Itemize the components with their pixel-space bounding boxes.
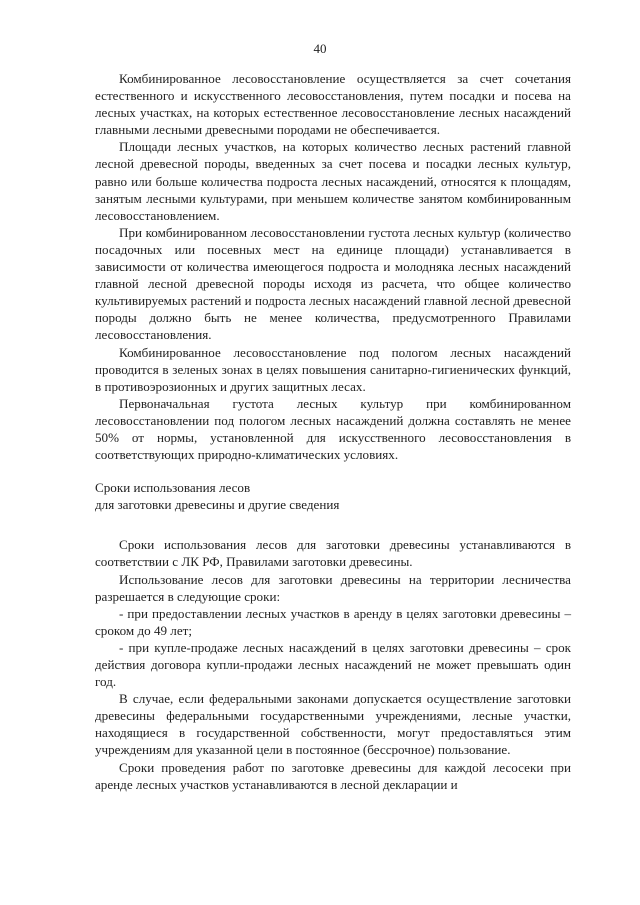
paragraph-federal-institutions: В случае, если федеральными законами допускается осуществление заготовки древесины федеральными государственными учреждениями, лесные участки, находящиеся в государственной собственности, могут предоставляться этим учреждениям для указанной цели в постоянное (бессрочное) пользование. — [95, 691, 571, 758]
paragraph-canopy-reforestation: Комбинированное лесовосстановление под пологом лесных насаждений проводится в зеленых зонах в целях повышения санитарно-гигиенических функций, в противоэрозионных и других защитных лесах. — [95, 344, 571, 394]
paragraph-initial-density: Первоначальная густота лесных культур при комбинированном лесовосстановлении под пологом лесных насаждений должна составлять не менее 50% от нормы, установленной для искусственного лесовосстановления в соответствующих природно-климатических условиях. — [95, 395, 571, 463]
paragraph-work-schedule: Сроки проведения работ по заготовке древесины для каждой лесосеки при аренде лесных участков устанавливаются в лесной декларации и — [95, 759, 571, 792]
section-heading — [95, 479, 571, 513]
paragraph-combined-reforestation: Комбинированное лесовосстановление осуществляется за счет сочетания естественного и искусственного лесовосстановления, путем посадки и посева на лесных участках, на которых естественное лесовосстановление лесных насаждений главными лесными древесными породами не обеспечивается. — [95, 71, 571, 138]
paragraph-culture-density: При комбинированном лесовосстановлении густота лесных культур (количество посадочных или посевных мест на единице площади) устанавливается в зависимости от количества имеющегося подроста и молодняка лесных насаждений главной лесной древесной породы исходя из расчета, что общее количество культивируемых растений и подроста лесных насаждений главной лесной древесной породы должно быть не менее количества, предусмотренного Правилами лесовосстановления. — [95, 224, 571, 343]
page-number: 40 — [313, 41, 327, 56]
paragraph-usage-permitted: Использование лесов для заготовки древесины на территории лесничества разрешается в следующие сроки: — [95, 571, 571, 604]
list-item-sale-term: - при купле-продаже лесных насаждений в целях заготовки древесины – срок действия договора купли-продажи лесных насаждений не может превышать один год. — [95, 639, 571, 690]
document-body — [95, 70, 571, 793]
section-heading-line-1: Сроки использования лесов — [95, 480, 251, 496]
list-item-lease-term: - при предоставлении лесных участков в аренду в целях заготовки древесины – сроком до 49 лет; — [95, 605, 571, 638]
paragraph-forest-culture-areas: Площади лесных участков, на которых количество лесных растений главной лесной древесной породы, введенных за счет посева и посадки лесных культур, равно или больше количества подроста лесных насаждений, относятся к площадям, занятым лесными культурами, при меньшем количестве занятом комбинированным лесовосстановлением. — [95, 139, 571, 223]
paragraph-usage-terms: Сроки использования лесов для заготовки древесины устанавливаются в соответствии с ЛК РФ, Правилами заготовки древесины. — [95, 537, 571, 570]
section-heading-line-2: для заготовки древесины и другие сведения — [95, 497, 340, 513]
